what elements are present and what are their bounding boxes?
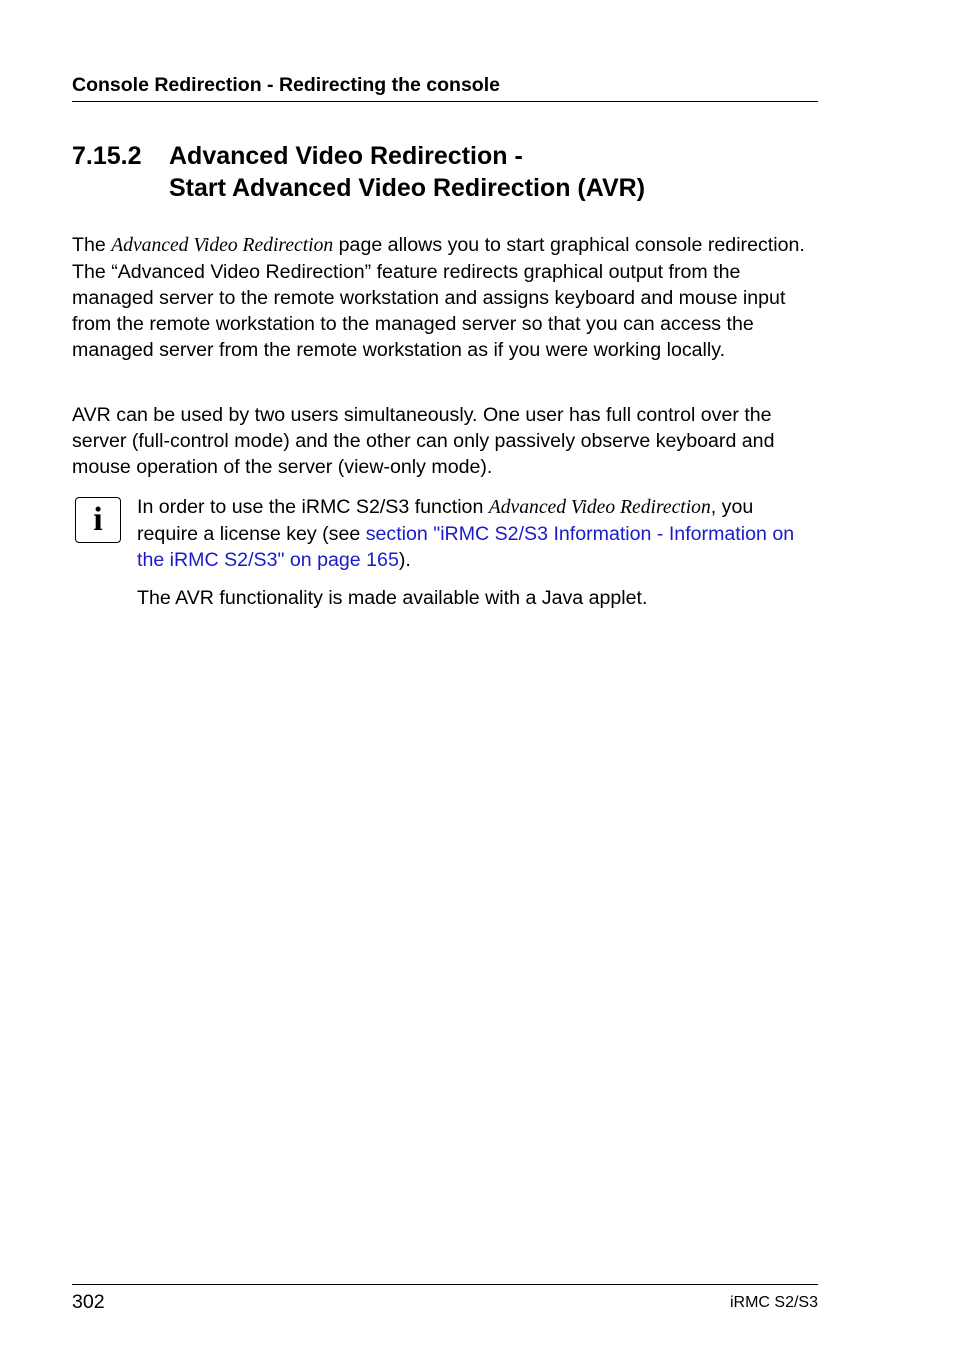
intro-italic-term: Advanced Video Redirection	[111, 235, 334, 256]
license-note	[137, 494, 818, 573]
note-italic-term: Advanced Video Redirection	[488, 497, 711, 518]
note-lead: In order to use the iRMC S2/S3 function	[137, 496, 489, 518]
note-mid: , you require a license key (see	[137, 496, 754, 545]
footer-rule	[72, 1284, 818, 1285]
info-icon: i	[75, 497, 121, 543]
intro-lead: The	[72, 234, 112, 256]
running-head: Console Redirection - Redirecting the console	[72, 72, 818, 102]
java-applet-note: The AVR functionality is made available with a Java applet.	[137, 587, 648, 609]
section-number: 7.15.2	[72, 142, 142, 170]
note-end: ).	[398, 549, 411, 571]
section-title-line2: Start Advanced Video Redirection (AVR)	[169, 174, 646, 202]
avr-users-paragraph: AVR can be used by two users simultaneously. One user has full control over the server (full-control mode) and the other can only passively observe keyboard and mouse operation of the server (view-only mode).	[72, 404, 775, 478]
intro-rest: page allows you to start graphical console redirection. The “Advanced Video Redirection” feature redirects graphical output from the managed server to the remote workstation and assigns keyboard and mouse input from the remote workstation to the managed server so that you can access the managed server from the remote workstation as if you were working locally.	[72, 234, 805, 361]
intro-paragraph	[72, 232, 818, 363]
section-title	[169, 140, 809, 204]
page-number: 302	[72, 1291, 105, 1313]
section-reference-link[interactable]: section "iRMC S2/S3 Information - Information on the iRMC S2/S3" on page 165	[137, 523, 795, 571]
product-name: iRMC S2/S3	[729, 1294, 818, 1311]
section-title-line1: Advanced Video Redirection -	[169, 142, 523, 170]
